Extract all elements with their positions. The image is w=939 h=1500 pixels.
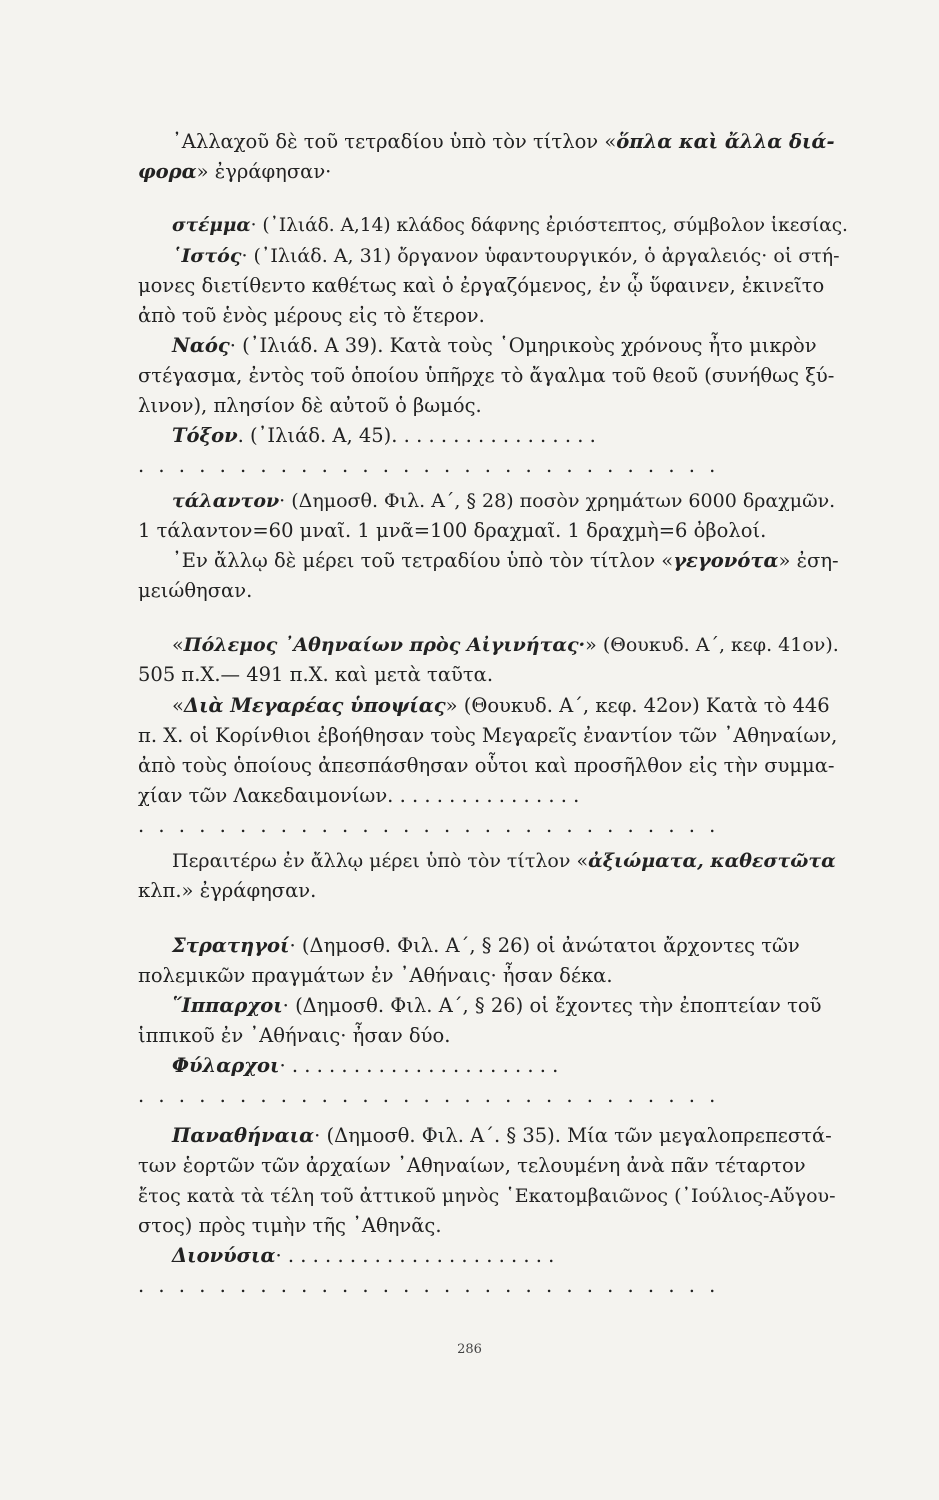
text-line: ἀπὸ τοὺς ὁποίους ἀπεσπάσθησαν οὗτοι καὶ προσῆλθον εἰς τὴν συμμα-	[138, 754, 835, 777]
text-line: μονες διετίθεντο καθέτως καὶ ὁ ἐργαζόμενος, ἐν ᾧ ὕφαινεν, ἐκινεῖτο	[138, 274, 825, 297]
text-line: μειώθησαν.	[138, 579, 253, 602]
entry-phylarchoi: Φύλαρχοι· . . . . . . . . . . . . . . . . . . . . . .	[172, 1054, 559, 1077]
entry-talanton: τάλαντον· (Δημοσθ. Φιλ. Α΄, § 28) ποσὸν χρημάτων 6000 δραχμῶν.	[172, 490, 836, 512]
entry-hipparchoi: ῞Ιππαρχοι· (Δημοσθ. Φιλ. Α΄, § 26) οἱ ἔχοντες τὴν ἐποπτείαν τοῦ	[172, 994, 822, 1017]
text-line: π. Χ. οἱ Κορίνθιοι ἐβοήθησαν τοὺς Μεγαρεῖς ἐναντίον τῶν ᾿Αθηναίων,	[138, 724, 838, 747]
ellipsis-line: . . . . . . . . . . . . . . . . . . . . . . . . . . . . .	[138, 1274, 720, 1297]
text-line: των ἑορτῶν τῶν ἀρχαίων ᾿Αθηναίων, τελουμένη ἀνὰ πᾶν τέταρτον	[138, 1154, 806, 1177]
entry-stemma: στέμμα· (᾿Ιλιάδ. Α,14) κλάδος δάφνης ἐριόστεπτος, σύμβολον ἱκεσίας.	[172, 215, 848, 236]
text-line: φορα» ἐγράφησαν·	[138, 160, 332, 183]
entry-polemos: «Πόλεμος ᾿Αθηναίων πρὸς Αἰγινήτας·» (Θουκυδ. Α΄, κεφ. 41ον).	[172, 634, 839, 656]
text-line: στος) πρὸς τιμὴν τῆς ᾿Αθηνᾶς.	[138, 1214, 442, 1237]
entry-megareas: «Διὰ Μεγαρέας ὑποψίας» (Θουκυδ. Α΄, κεφ. 42ον) Κατὰ τὸ 446	[172, 694, 830, 717]
text-line: κλπ.» ἐγράφησαν.	[138, 879, 317, 902]
text-line: ἀπὸ τοῦ ἑνὸς μέρους εἰς τὸ ἕτερον.	[138, 304, 485, 327]
text-line: ᾿Εν ἄλλῳ δὲ μέρει τοῦ τετραδίου ὑπὸ τὸν τίτλον «γεγονότα» ἐση-	[172, 549, 839, 572]
ellipsis-line: . . . . . . . . . . . . . . . . . . . . . . . . . . . . .	[138, 814, 720, 837]
text-line: 505 π.Χ.— 491 π.Χ. καὶ μετὰ ταῦτα.	[138, 663, 494, 686]
text-line: ἱππικοῦ ἐν ᾿Αθήναις· ἦσαν δύο.	[138, 1024, 451, 1047]
text-line: στέγασμα, ἐντὸς τοῦ ὁποίου ὑπῆρχε τὸ ἄγαλμα τοῦ θεοῦ (συνήθως ξύ-	[138, 364, 835, 387]
text-line: ἔτος κατὰ τὰ τέλη τοῦ ἀττικοῦ μηνὸς ῾Εκατομβαιῶνος (᾿Ιούλιος-Αὔγου-	[138, 1185, 836, 1207]
ellipsis-line: . . . . . . . . . . . . . . . . . . . . . . . . . . . . .	[138, 454, 720, 477]
entry-naos: Ναός· (᾿Ιλιάδ. Α 39). Κατὰ τοὺς ῾Ομηρικοὺς χρόνους ἦτο μικρὸν	[172, 334, 817, 357]
text-line: Περαιτέρω ἐν ἄλλῳ μέρει ὑπὸ τὸν τίτλον «ἀξιώματα, καθεστῶτα	[172, 850, 836, 872]
text-line: πολεμικῶν πραγμάτων ἐν ᾿Αθήναις· ἦσαν δέκα.	[138, 964, 613, 987]
text-line: ᾿Αλλαχοῦ δὲ τοῦ τετραδίου ὑπὸ τὸν τίτλον «ὅπλα καὶ ἄλλα διά-	[172, 130, 835, 153]
text-line: 1 τάλαντον=60 μναῖ. 1 μνᾶ=100 δραχμαῖ. 1 δραχμὴ=6 ὀβολοί.	[138, 519, 767, 542]
page-number: 286	[457, 1342, 482, 1357]
entry-istos: ῾Ιστός· (᾿Ιλιάδ. Α, 31) ὄργανον ὑφαντουργικόν, ὁ ἀργαλειός· οἱ στή-	[172, 245, 840, 267]
entry-strategoi: Στρατηγοί· (Δημοσθ. Φιλ. Α΄, § 26) οἱ ἀνώτατοι ἄρχοντες τῶν	[172, 934, 800, 957]
entry-dionysia: Διονύσια· . . . . . . . . . . . . . . . . . . . . . .	[172, 1244, 555, 1267]
text-line: λινον), πλησίον δὲ αὐτοῦ ὁ βωμός.	[138, 394, 482, 417]
entry-panathinaia: Παναθήναια· (Δημοσθ. Φιλ. Α΄. § 35). Μία τῶν μεγαλοπρεπεστά-	[172, 1124, 832, 1147]
entry-toxon: Τόξον. (᾿Ιλιάδ. Α, 45). . . . . . . . . . . . . . . . .	[172, 424, 596, 447]
ellipsis-line: . . . . . . . . . . . . . . . . . . . . . . . . . . . . .	[138, 1084, 720, 1107]
text-line: χίαν τῶν Λακεδαιμονίων. . . . . . . . . . . . . . . .	[138, 784, 580, 807]
